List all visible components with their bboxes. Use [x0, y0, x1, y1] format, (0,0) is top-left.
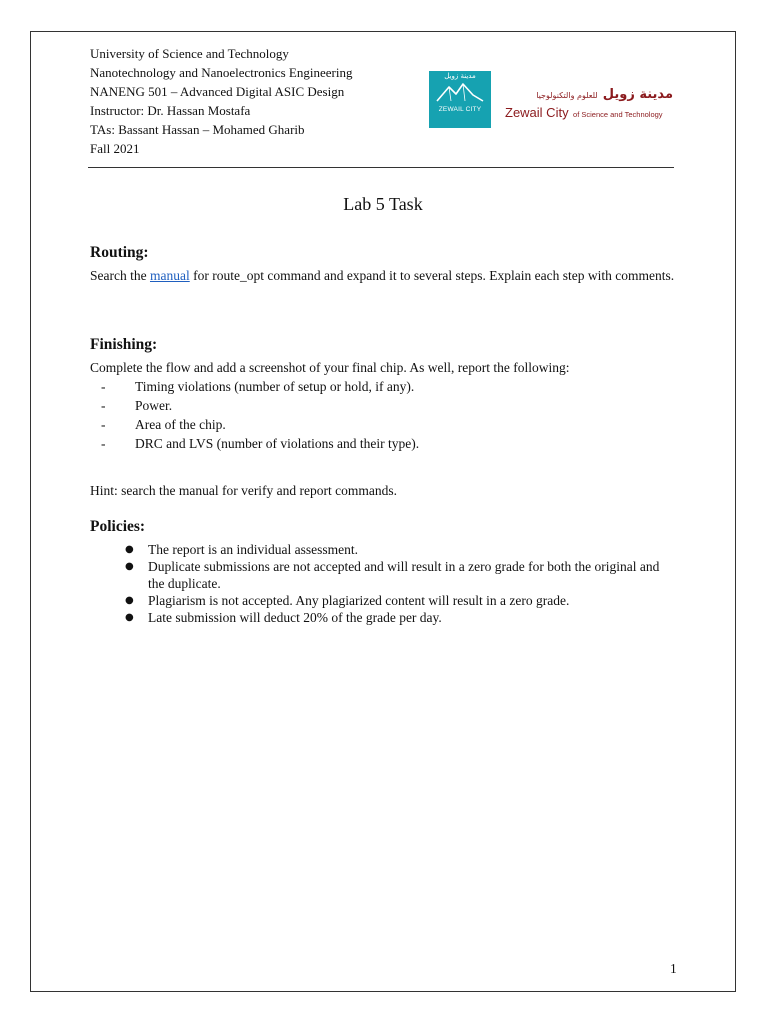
header-university: University of Science and Technology: [90, 46, 289, 61]
dash-marker: -: [101, 398, 106, 413]
dash-marker: -: [101, 417, 106, 432]
list-item: [101, 396, 419, 415]
list-item-text: DRC and LVS (number of violations and their type).: [135, 436, 420, 451]
page-number: 1: [670, 961, 677, 976]
header-course: NANENG 501 – Advanced Digital ASIC Design: [90, 84, 345, 99]
routing-text-before: Search the: [90, 268, 150, 283]
document-title: Lab 5 Task: [343, 194, 423, 214]
pyramids-icon: [433, 79, 487, 105]
header-program: Nanotechnology and Nanoelectronics Engineering: [90, 65, 353, 80]
dash-marker: -: [101, 379, 106, 394]
list-item: [122, 592, 662, 609]
brand-english-name: [505, 104, 663, 122]
policies-heading: Policies:: [90, 518, 146, 535]
logo-name-text: ZEWAIL CITY: [438, 106, 482, 113]
header-tas: TAs: Bassant Hassan – Mohamed Gharib: [90, 122, 305, 137]
brand-english-main: Zewail City: [505, 105, 569, 120]
list-item-text: The report is an individual assessment.: [148, 542, 358, 557]
finishing-intro: Complete the flow and add a screenshot of your final chip. As well, report the following:: [90, 360, 570, 375]
list-item-text: Plagiarism is not accepted. Any plagiarized content will result in a zero grade.: [148, 593, 570, 608]
course-header: [90, 44, 352, 158]
routing-heading: Routing:: [90, 244, 149, 261]
logo-arabic-text: مدينة زويل: [444, 72, 476, 80]
bullet-marker: ●: [125, 544, 134, 555]
list-item-text: Duplicate submissions are not accepted and will result in a zero grade for both the original and the duplicate.: [148, 559, 660, 591]
logo-established-line: ESTABLISHED 2000: [438, 117, 482, 122]
header-term: Fall 2021: [90, 141, 140, 156]
list-item: [122, 541, 662, 558]
header-instructor: Instructor: Dr. Hassan Mostafa: [90, 103, 251, 118]
finishing-heading: Finishing:: [90, 336, 158, 353]
brand-arabic-name: [505, 83, 673, 102]
list-item-text: Late submission will deduct 20% of the grade per day.: [148, 610, 442, 625]
list-item: [122, 609, 662, 626]
brand-english-sub: of Science and Technology: [573, 110, 663, 119]
list-item: [101, 415, 419, 434]
bullet-marker: ●: [125, 595, 134, 606]
finishing-hint: Hint: search the manual for verify and report commands.: [90, 483, 398, 498]
routing-paragraph: [90, 266, 690, 285]
finishing-report-list: [101, 377, 419, 453]
logo-inaugurated-line: INAUGURATED 2011: [437, 122, 483, 127]
list-item: [122, 558, 662, 592]
dash-marker: -: [101, 436, 106, 451]
brand-arabic-main: مدينة زويل: [602, 87, 673, 102]
list-item: [101, 377, 419, 396]
list-item: [101, 434, 419, 453]
header-divider: [88, 167, 674, 168]
list-item-text: Power.: [135, 398, 173, 413]
routing-text-after: for route_opt command and expand it to several steps. Explain each step with comments.: [189, 268, 675, 283]
list-item-text: Area of the chip.: [135, 417, 226, 432]
policies-list: [122, 541, 662, 626]
brand-arabic-sub: للعلوم والتكنولوجيا: [536, 91, 598, 100]
list-item-text: Timing violations (number of setup or hold, if any).: [135, 379, 415, 394]
manual-link[interactable]: manual: [149, 268, 190, 283]
logo-established-text: [429, 117, 491, 127]
page-border: [30, 31, 736, 992]
bullet-marker: ●: [125, 612, 134, 623]
bullet-marker: ●: [125, 561, 134, 572]
